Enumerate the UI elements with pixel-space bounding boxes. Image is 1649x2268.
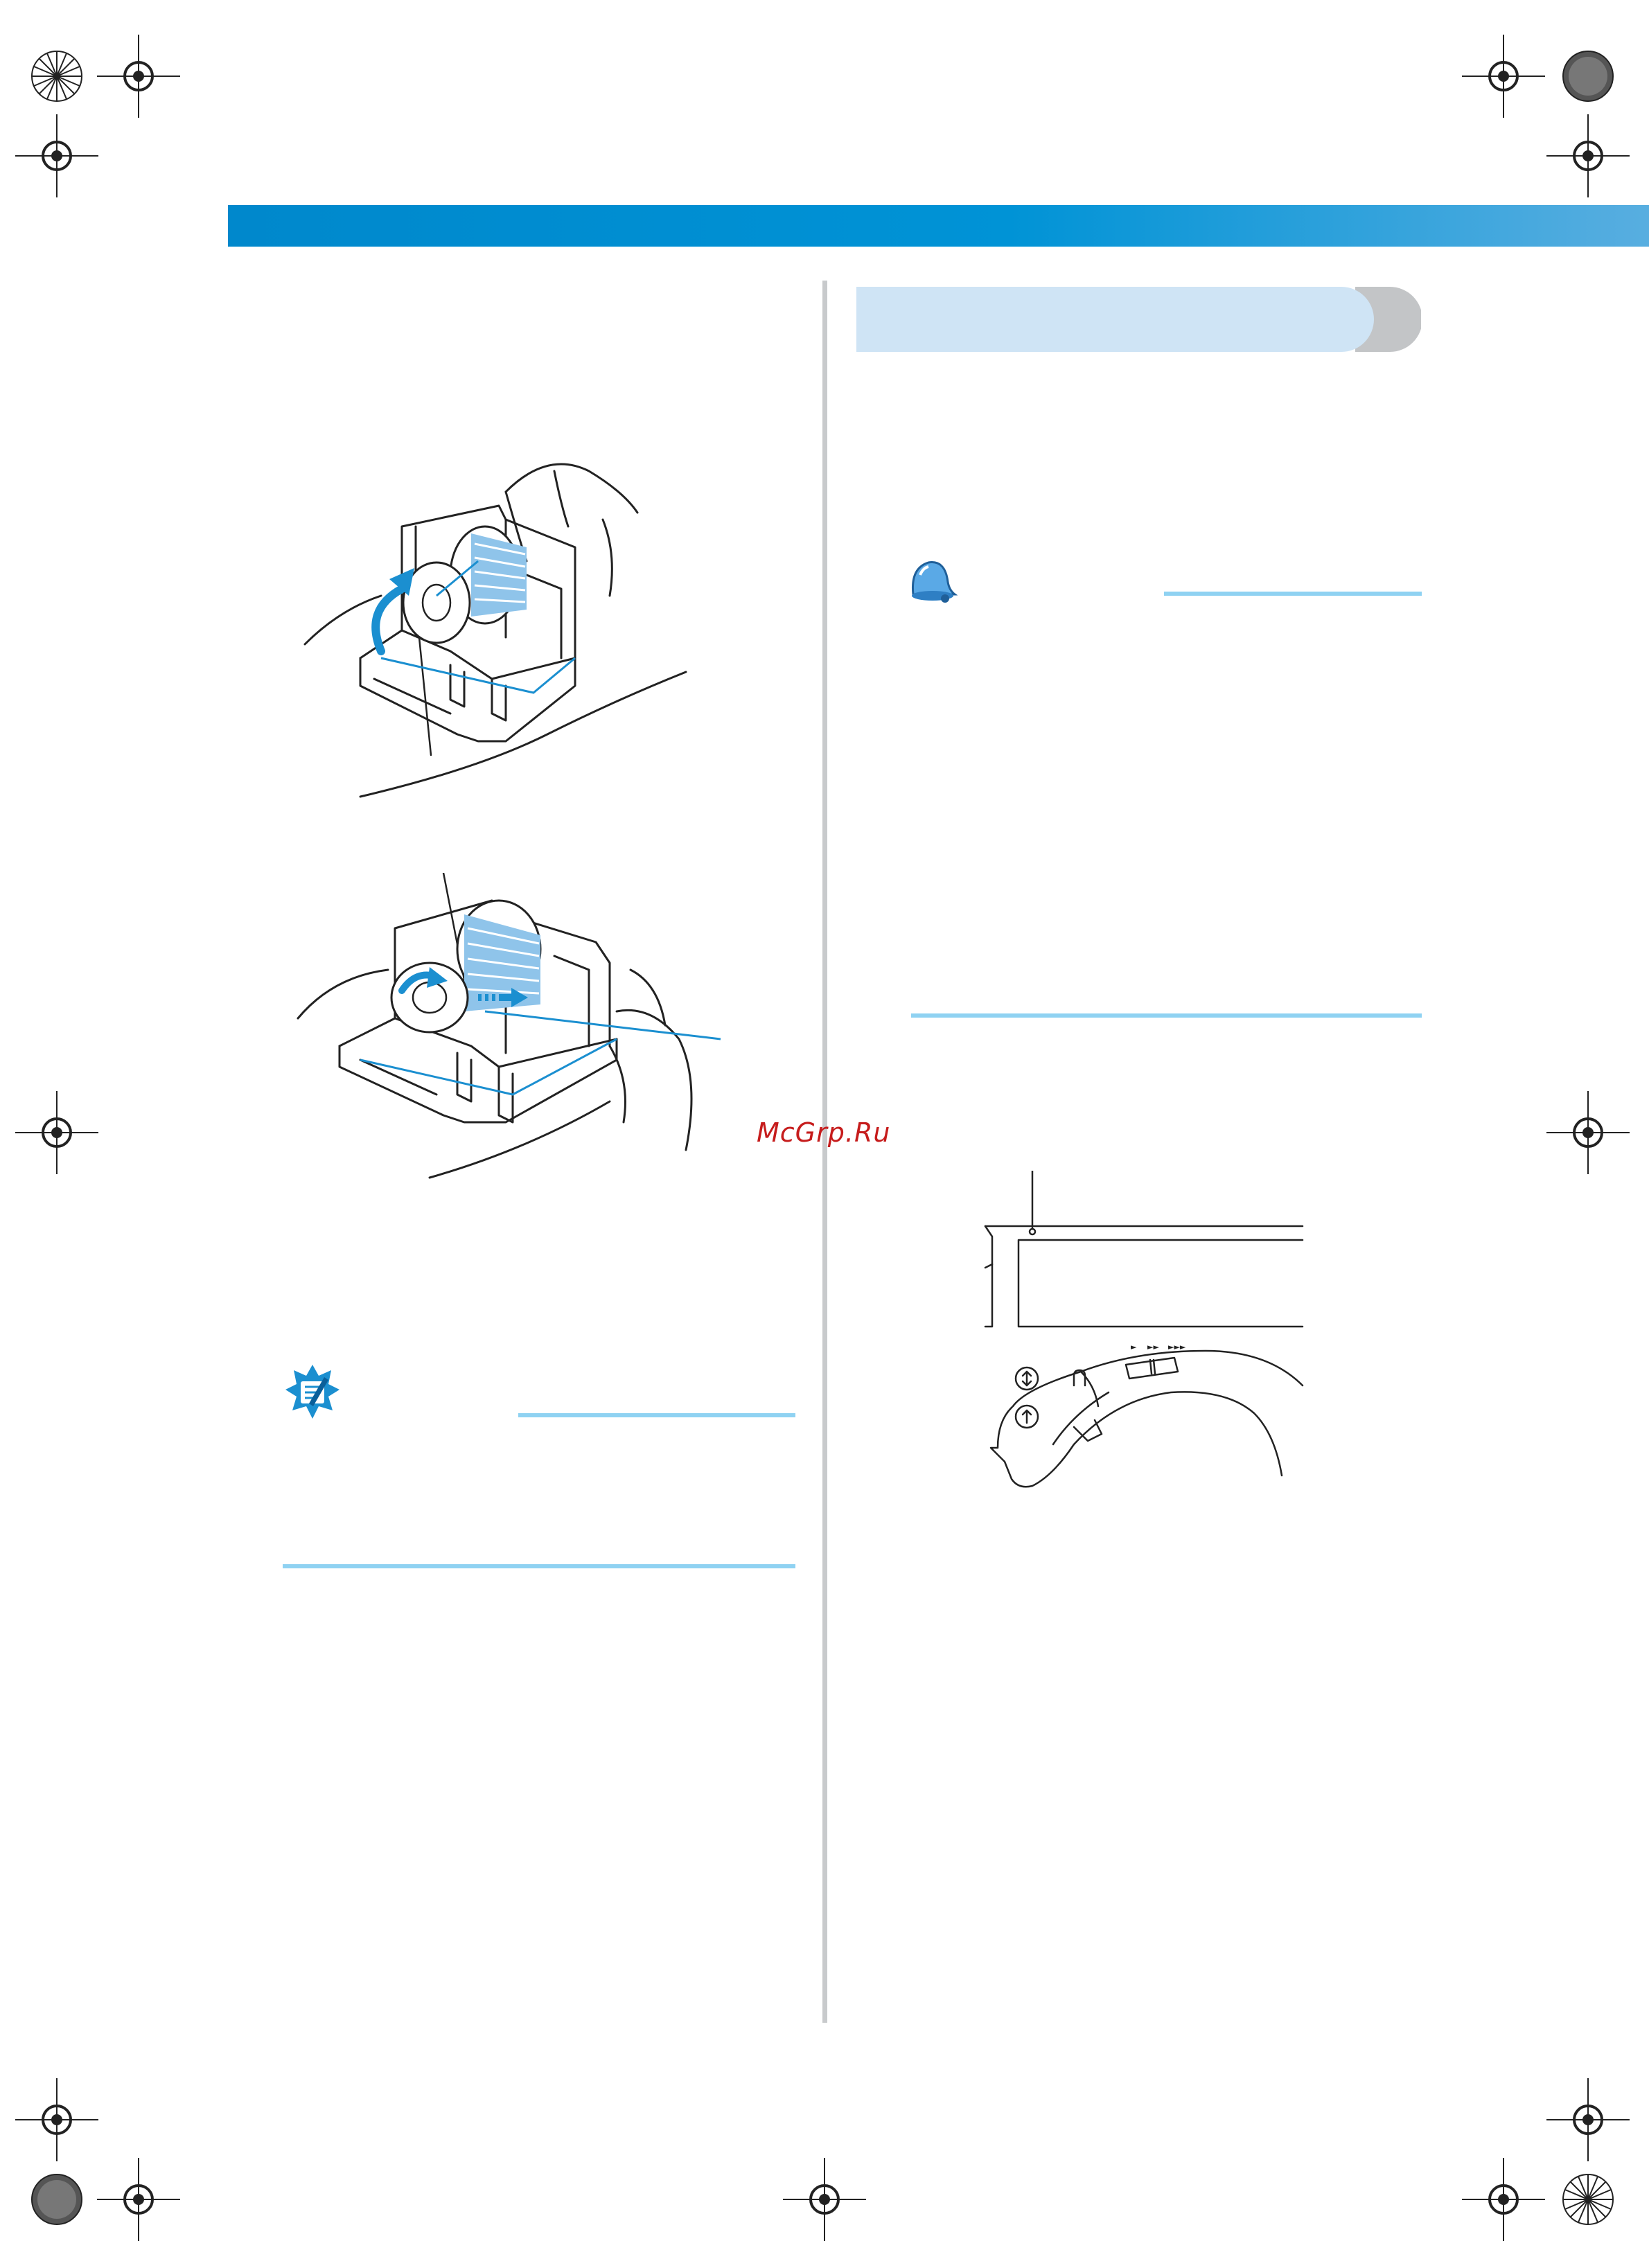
column-divider bbox=[822, 281, 827, 2023]
registration-disc-icon bbox=[1546, 35, 1630, 118]
memo-rule-bottom bbox=[283, 1564, 795, 1568]
note-bell-icon bbox=[905, 554, 958, 603]
registration-crosshair-icon bbox=[15, 1091, 98, 1174]
watermark: McGrp.Ru bbox=[757, 1117, 891, 1148]
registration-crosshair-icon bbox=[1462, 35, 1545, 118]
registration-crosshair-icon bbox=[97, 2158, 180, 2241]
registration-crosshair-icon bbox=[1546, 1091, 1630, 1174]
note-rule-top bbox=[1164, 592, 1422, 596]
speed-slow-symbol: ► bbox=[1131, 1343, 1137, 1352]
registration-crosshair-icon bbox=[1546, 2078, 1630, 2161]
bobbin-winding-illustration-1 bbox=[298, 450, 728, 810]
speed-fast-symbol: ►►► bbox=[1168, 1343, 1186, 1352]
registration-disc-icon bbox=[1546, 2158, 1630, 2241]
machine-panel-illustration bbox=[977, 1171, 1310, 1496]
speed-mid-symbol: ►► bbox=[1147, 1343, 1159, 1352]
section-heading-tab bbox=[856, 287, 1421, 352]
note-rule-bottom bbox=[911, 1013, 1422, 1018]
registration-crosshair-icon bbox=[15, 2078, 98, 2161]
bobbin-winding-illustration-2 bbox=[291, 873, 734, 1185]
registration-crosshair-icon bbox=[97, 35, 180, 118]
header-bar bbox=[228, 205, 1649, 247]
registration-crosshair-icon bbox=[783, 2158, 866, 2241]
registration-crosshair-icon bbox=[1546, 114, 1630, 197]
memo-icon bbox=[284, 1363, 341, 1420]
registration-disc-icon bbox=[15, 35, 98, 118]
registration-disc-icon bbox=[15, 2158, 98, 2241]
memo-rule-top bbox=[518, 1413, 795, 1417]
registration-crosshair-icon bbox=[15, 114, 98, 197]
registration-crosshair-icon bbox=[1462, 2158, 1545, 2241]
